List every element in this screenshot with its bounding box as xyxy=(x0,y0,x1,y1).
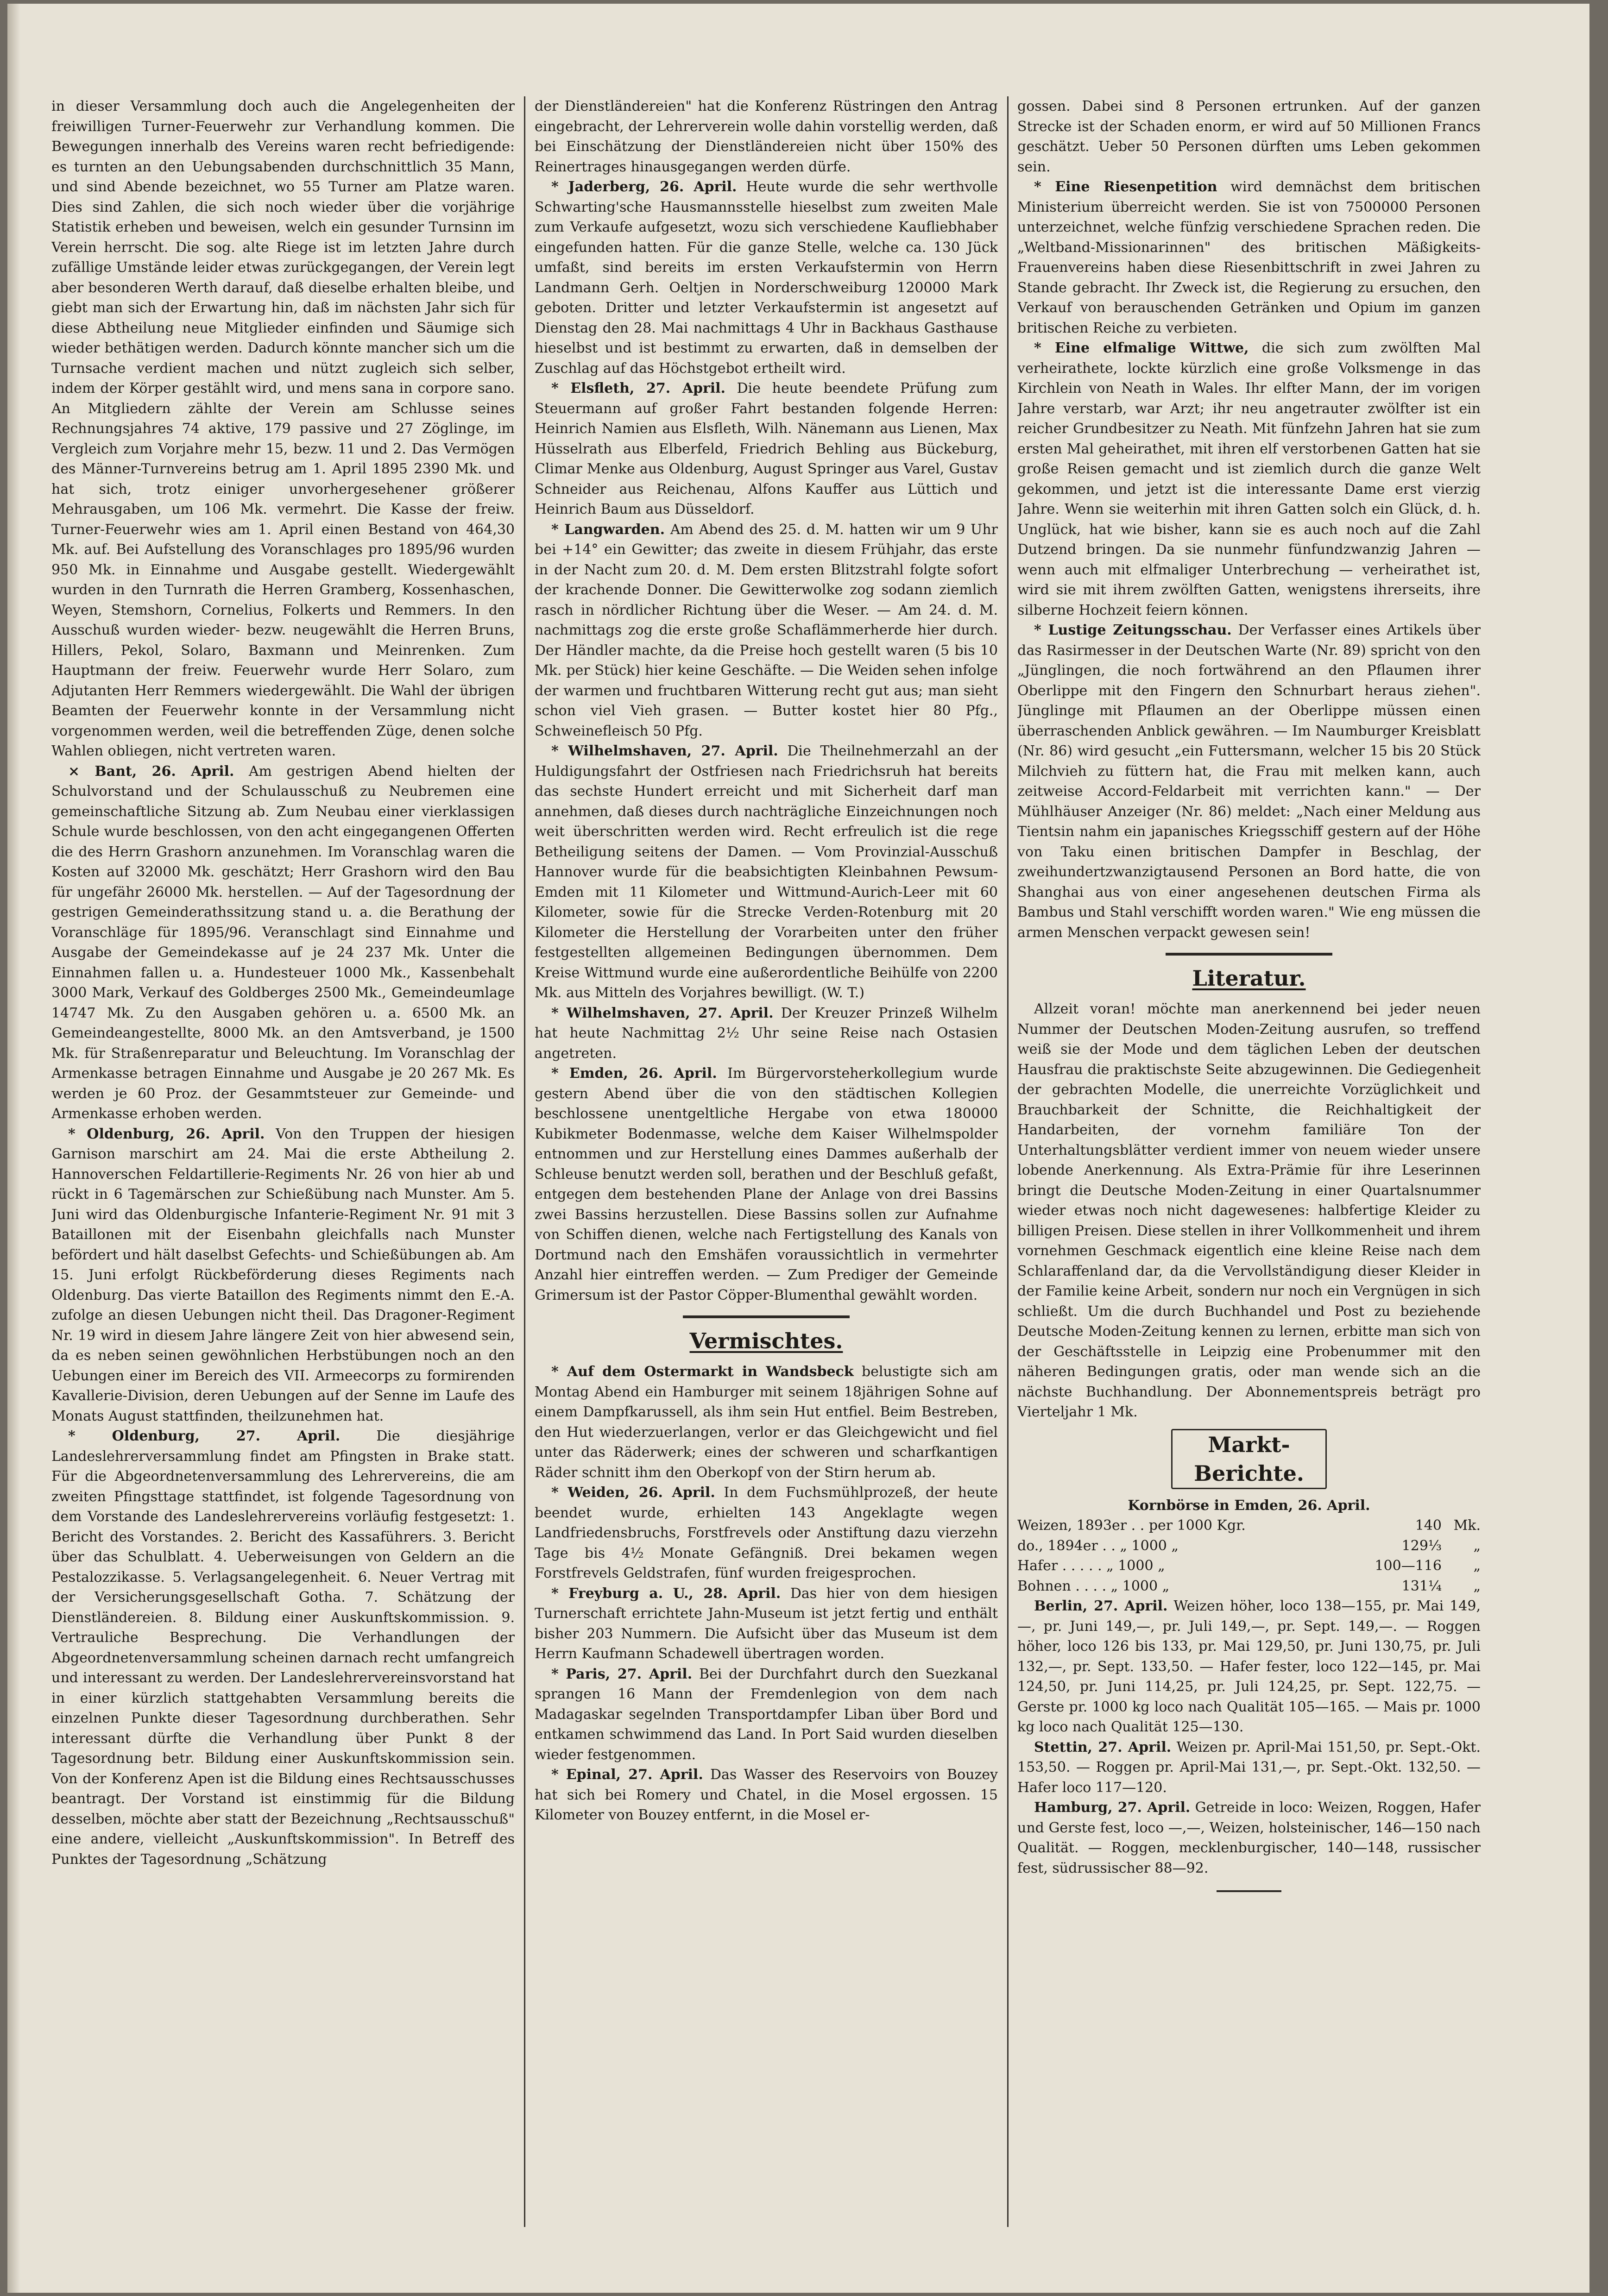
article-dateline: * Wilhelmshaven, 27. April. xyxy=(551,743,778,759)
article-text: der Dienstländereien" hat die Konferenz Rüstringen den Antrag eingebracht, der Lehrerverein wolle dahin vorstellig werden, daß bei Einschätzung der Dienstländereien nicht über 150% des Reinertrages hinausgegangen werden dürfe. xyxy=(535,98,998,175)
article-paragraph xyxy=(1017,338,1481,620)
article-dateline: Stettin, 27. April. xyxy=(1034,1739,1172,1755)
article-paragraph xyxy=(1017,96,1481,177)
newspaper-page xyxy=(7,4,1589,2293)
article-dateline: * Oldenburg, 27. April. xyxy=(68,1428,341,1444)
article-paragraph xyxy=(1017,1737,1481,1798)
article-dateline: * Paris, 27. April. xyxy=(551,1666,693,1682)
article-text: in dieser Versammlung doch auch die Angelegenheiten der freiwilligen Turner-Feuerwehr zur Verhandlung kommen. Die Bewegungen innerhalb des Vereins waren recht befriedigende: es turnten an den Uebungsabenden durchschnittlich 35 Mann, und sind Abende bezeichnet, wo 55 Turner am Platze waren. Dies sind Zahlen, die sich noch wieder über die vorjährige Statistik erheben und beweisen, welch ein gesunder Turnsinn im Verein herrscht. Die sog. alte Riege ist im letzten Jahre durch zufällige Umstände leider etwas zurückgegangen, der Verein legt aber besonderen Werth darauf, daß dieselbe erhalten bleibe, und giebt man sich der Erwartung hin, daß im nächsten Jahr sich für diese Abtheilung neue Mitglieder einfinden und Säumige sich wieder bethätigen werden. Dadurch könnte mancher sich um die Turnsache verdient machen und nützt zugleich sich selber, indem der Körper gestählt wird, und mens sana in corpore sano. An Mitgliedern zählte der Verein am Schlusse seines Rechnungsjahres 74 aktive, 179 passive und 27 Zöglinge, im Vergleich zum Vorjahre mehr 15, bezw. 11 und 2. Das Vermögen des Männer-Turnvereins betrug am 1. April 1895 2390 Mk. und hat sich, trotz einiger unvorhergesehener größerer Mehrausgaben, um 106 Mk. vermehrt. Die Kasse der freiw. Turner-Feuerwehr wies am 1. April einen Bestand von 464,30 Mk. auf. Bei Aufstellung des Voranschlages pro 1895/96 wurden 950 Mk. in Einnahme und Ausgabe gestellt. Wiedergewählt wurden in den Turnrath die Herren Gramberg, Kossenhaschen, Weyen, Stemshorn, Cornelius, Folkerts und Remmers. In den Ausschuß wurden wieder- bezw. neugewählt die Herren Bruns, Hillers, Pekol, Solaro, Baxmann und Meinrenken. Zum Hauptmann der freiw. Feuerwehr wurde Herr Solaro, zum Adjutanten Herr Remmers wiedergewählt. Die Wahl der übrigen Beamten der Feuerwehr konnte in der Versammlung nicht vorgenommen werden, weil die betreffenden Züge, denen solche Wahlen obliegen, nicht vertreten waren. xyxy=(51,98,515,759)
article-text: Am gestrigen Abend hielten der Schulvorstand und der Schulausschuß zu Neubremen eine gemeinschaftliche Sitzung ab. Zum Neubau einer vierklassigen Schule wurde beschlossen, von den acht eingegangenen Offerten die des Herrn Grashorn anzunehmen. Im Voranschlag waren die Kosten auf 32000 Mk. geschätzt; Herr Grashorn wird den Bau für ungefähr 26000 Mk. herstellen. — Auf der Tagesordnung der gestrigen Gemeinderathssitzung stand u. a. die Berathung der Voranschläge für 1895/96. Veranschlagt sind Einnahme und Ausgabe der Gemeindekasse auf je 24 237 Mk. Unter die Einnahmen fallen u. a. Hundesteuer 1000 Mk., Kassenbehalt 3000 Mark, Verkauf des Goldberges 2500 Mk., Gemeindeumlage 14747 Mk. Zu den Ausgaben gehören u. a. 6500 Mk. an Gemeindeangestellte, 8000 Mk. an den Amtsverband, je 1500 Mk. für Straßenreparatur und Beleuchtung. Im Voranschlag der Armenkasse betragen Einnahme und Ausgabe je 20 267 Mk. Es werden je 60 Proz. der Gesammtsteuer zur Gemeinde- und Armenkasse erhoben werden. xyxy=(51,763,515,1122)
article-paragraph xyxy=(1017,620,1481,943)
end-rule xyxy=(1217,1890,1281,1892)
article-text: Weizen pr. April-Mai 151,50, pr. Sept.-Okt. 153,50. — Roggen pr. April-Mai 131,—, pr. Sept.-Okt. 132,50. — Hafer loco 117—120. xyxy=(1017,1739,1481,1796)
article-paragraph xyxy=(535,1765,998,1825)
article-text: In dem Fuchsmühlprozeß, der heute beendet wurde, erhielten 143 Angeklagte wegen Landfriedensbruchs, Forstfrevels oder Anstiftung dazu vierzehn Tage bis 4½ Monate Gefängniß. Drei bekamen wegen Forstfrevels Geldstrafen, fünf wurden freigesprochen. xyxy=(535,1485,998,1581)
article-paragraph xyxy=(51,1124,515,1427)
article-dateline: × Bant, 26. April. xyxy=(68,763,234,780)
price-cell: „ xyxy=(1473,1537,1481,1554)
price-cell: 100—116 xyxy=(1375,1558,1442,1574)
article-paragraph xyxy=(1017,177,1481,338)
article-paragraph xyxy=(535,1362,998,1483)
article-dateline: * Eine elfmalige Wittwe, xyxy=(1034,340,1249,356)
article-paragraph xyxy=(535,378,998,520)
article-text: Allzeit voran! möchte man anerkennend bei jeder neuen Nummer der Deutschen Moden-Zeitung ausrufen, so treffend weiß sie der Mode und dem täglichen Leben der deutschen Hausfrau die praktischste Seite abzugewinnen. Die Gediegenheit der gebrachten Modelle, die unerreichte Vorzüglichkeit und Brauchbarkeit der Schnitte, die Reichhaltigkeit der Handarbeiten, der vornehm familiäre Ton der Unterhaltungsblätter verdient immer von neuem wieder unsere lobende Anerkennung. Als Extra-Prämie für ihre Leserinnen bringt die Deutsche Moden-Zeitung in einer Quartalsnummer wieder etwas noch nicht dagewesenes: halbfertige Kleider zu billigen Preisen. Diese stellen in ihrer Vollkommenheit und ihrem vornehmen Geschmack eigentlich eine kleine Reise nach dem Schlaraffenland dar, da die Vervollständigung dieser Kleider in der Familie keine Arbeit, sondern nur noch ein Vergnügen in sich schließt. Um die durch Buchhandel und Post zu beziehende Deutsche Moden-Zeitung kennen zu lernen, erbitte man sich von der Geschäftsstelle in Leipzig eine Probenummer mit den näheren Bedingungen gratis, oder man wende sich an die nächste Buchhandlung. Der Abonnementspreis beträgt pro Vierteljahr 1 Mk. xyxy=(1017,1001,1481,1420)
article-paragraph xyxy=(1017,1596,1481,1737)
article-paragraph xyxy=(535,96,998,177)
price-row xyxy=(1017,1576,1481,1597)
section-heading: Literatur. xyxy=(1192,966,1306,991)
article-text: wird demnächst dem britischen Ministerium überreicht werden. Sie ist von 7500000 Personen unterzeichnet, welche fünfzig verschiedene Sprachen reden. Die „Weltband-Missionarinnen" des britischen Mäßigkeits-Frauenvereins haben diese Riesenbittschrift in zwei Jahren zu Stande gebracht. Ihr Zweck ist, die Regierung zu ersuchen, den Verkauf von berauschenden Getränken und Opium im ganzen britischen Reiche zu verbieten. xyxy=(1017,179,1481,336)
column-rule xyxy=(524,96,525,2227)
article-dateline: * Langwarden. xyxy=(551,521,665,538)
article-paragraph xyxy=(1017,999,1481,1422)
article-paragraph xyxy=(535,1664,998,1765)
article-text: Die diesjährige Landeslehrerversammlung findet am Pfingsten in Brake statt. Für die Abgeordnetenversammlung des Lehrervereins, die am zweiten Pfingsttage stattfindet, ist folgende Tagesordnung von dem Vorstande des Landeslehrervereins vorläufig festgesetzt: 1. Bericht des Vorstandes. 2. Bericht des Kassaführers. 3. Bericht über das Schulblatt. 4. Ueberweisungen von Geldern an die Pestalozzikasse. 5. Verlagsangelegenheit. 6. Neuer Vertrag mit der Versicherungsgesellschaft Gotha. 7. Schätzung der Dienstländereien. 8. Bildung einer Auskunftskommission. 9. Vertrauliche Besprechung. Die Verhandlungen der Abgeordnetenversammlung scheinen darnach recht umfangreich und interessant zu werden. Der Landeslehrervereinsvorstand hat in einer kürzlich stattgehabten Versammlung bereits die einzelnen Punkte dieser Tagesordnung durchberathen. Sehr interessant dürfte die Verhandlung über Punkt 8 der Tagesordnung betr. Bildung einer Auskunftskommission sein. Von der Konferenz Apen ist die Bildung eines Rechtsausschusses beantragt. Der Vorstand ist einstimmig für die Bildung desselben, möchte aber statt der Bezeichnung „Rechtsausschuß" eine andere, vielleicht „Auskunftskommission". In Betreff des Punktes der Tagesordnung „Schätzung xyxy=(51,1428,515,1868)
article-text: Von den Truppen der hiesigen Garnison marschirt am 24. Mai die erste Abtheilung 2. Hannoverschen Feldartillerie-Regiments Nr. 26 von hier ab und rückt in 6 Tagemärschen zur Schießübung nach Munster. Am 5. Juni wird das Oldenburgische Infanterie-Regiment Nr. 91 mit 3 Bataillonen mit der Eisenbahn gleichfalls nach Munster befördert und hält daselbst Gefechts- und Schießübungen ab. Am 15. Juni erfolgt Rückbeförderung dieses Regiments nach Oldenburg. Das vierte Bataillon des Regiments nimmt den E.-A. zufolge an diesen Uebungen nicht theil. Das Dragoner-Regiment Nr. 19 wird in diesem Jahre längere Zeit von hier abwesend sein, da es neben seinen gewöhnlichen Herbstübungen noch an den Uebungen einer im Bereich des VII. Armeecorps zu formirenden Kavallerie-Division, deren Uebungen auf der Senne im Laufe des Monats August stattfinden, theilzunehmen hat. xyxy=(51,1126,515,1424)
article-text: Die heute beendete Prüfung zum Steuermann auf großer Fahrt bestanden folgende Herren: Heinrich Namien aus Elsfleth, Wilh. Nänemann aus Lienen, Max Hüsselrath aus Elberfeld, Friedrich Behling aus Bückeburg, Climar Menke aus Oldenburg, August Springer aus Varel, Gustav Schneider aus Reichenau, Alfons Kauffer aus Lüttich und Heinrich Baum aus Düsseldorf. xyxy=(535,380,998,517)
price-cell: Weizen, 1893er . . per 1000 Kgr. xyxy=(1017,1517,1246,1534)
article-paragraph xyxy=(51,96,515,761)
column-middle xyxy=(535,96,998,2255)
article-paragraph xyxy=(535,741,998,1003)
article-text: Im Bürgervorsteherkollegium wurde gestern Abend über die von den städtischen Kollegien beschlossene unentgeltliche Hergabe von etwa 180000 Kubikmeter Bodenmasse, welche dem Kaiser Wilhelmspolder entnommen und zur Herstellung eines Dammes außerhalb der Schleuse benutzt werden soll, berathen und der Beschluß gefaßt, entgegen dem bestehenden Plane der Anlage von drei Bassins zwei Bassins herzustellen. Diese Bassins sollen zur Aufnahme von Schiffen dienen, welche nach Fertigstellung des Kanals von Dortmund nach den Emshäfen voraussichtlich in vermehrter Anzahl hier eintreffen werden. — Zum Prediger der Gemeinde Grimersum ist der Pastor Cöpper-Blumenthal gewählt worden. xyxy=(535,1065,998,1303)
article-paragraph xyxy=(535,1483,998,1584)
article-dateline: * Weiden, 26. April. xyxy=(551,1485,715,1501)
article-paragraph xyxy=(51,761,515,1124)
article-dateline: * Emden, 26. April. xyxy=(551,1065,717,1082)
column-right xyxy=(1017,96,1481,2255)
article-text: Die Theilnehmerzahl an der Huldigungsfahrt der Ostfriesen nach Friedrichsruh hat bereits das sechste Hundert erreicht und mit Sicherheit darf man annehmen, daß dieses durch nachträgliche Einzeichnungen noch weit überschritten werden wird. Recht erfreulich ist die rege Betheiligung seitens der Damen. — Vom Provinzial-Ausschuß Hannover wurde für die beabsichtigten Kleinbahnen Pewsum-Emden mit 11 Kilometer und Wittmund-Aurich-Leer mit 60 Kilometer, sowie für die Strecke Verden-Rotenburg mit 20 Kilometer die Herstellung der Vorarbeiten unter den früher festgestellten allgemeinen Bedingungen übernommen. Dem Kreise Wittmund wurde eine außerordentliche Beihülfe von 2200 Mk. aus Mitteln des Vorjahres bewilligt. (W. T.) xyxy=(535,743,998,1001)
article-text: Der Verfasser eines Artikels über das Rasirmesser in der Deutschen Warte (Nr. 89) spricht von den „Jünglingen, die noch fortwährend an den Pflaumen ihrer Oberlippe mit den Fingern den Schnurbart heraus ziehen". Jünglinge mit Pflaumen an der Oberlippe müssen einen überraschenden Anblick gewähren. — Im Naumburger Kreisblatt (Nr. 86) wird gesucht „ein Futtersmann, welcher 15 bis 20 Stück Milchvieh zu füttern hat, die Frau mit melken kann, auch zeitweise Accord-Feldarbeit mit verrichten kann." — Der Mühlhäuser Anzeiger (Nr. 86) meldet: „Nach einer Meldung aus Tientsin nahm ein japanisches Kriegsschiff gestern auf der Höhe von Taku einen britischen Dampfer in Beschlag, der zweihundertzwanzigtausend Personen an Bord hatte, die von Shanghai aus von einer angesehenen deutschen Firma als Bambus und Stahl verschifft worden waren." Wie eng müssen die armen Menschen verpackt gewesen sein! xyxy=(1017,622,1481,941)
article-dateline: * Oldenburg, 26. April. xyxy=(68,1126,265,1142)
section-rule xyxy=(1166,953,1332,956)
article-dateline: * Elsfleth, 27. April. xyxy=(551,380,725,396)
price-cell: do., 1894er . . „ 1000 „ xyxy=(1017,1537,1179,1554)
article-text: Das hier von dem hiesigen Turnerschaft errichtete Jahn-Museum ist jetzt fertig und enthält bisher 203 Nummern. Die Aufsicht über das Museum ist dem Herrn Kaufmann Schadewell übertragen worden. xyxy=(535,1585,998,1662)
price-row xyxy=(1017,1556,1481,1576)
price-cell: „ xyxy=(1473,1578,1481,1594)
article-dateline: * Wilhelmshaven, 27. April. xyxy=(551,1005,774,1021)
price-cell: 140 xyxy=(1415,1517,1442,1534)
article-text: Getreide in loco: Weizen, Roggen, Hafer und Gerste fest, loco —,—, Weizen, holsteinischer, 146—150 nach Qualität. — Roggen, mecklenburgischer, 140—148, russischer fest, südrussischer 88—92. xyxy=(1017,1799,1481,1876)
article-dateline: * Auf dem Ostermarkt in Wandsbeck xyxy=(551,1364,854,1380)
price-cell: „ xyxy=(1473,1558,1481,1574)
price-cell: Mk. xyxy=(1453,1517,1481,1534)
article-paragraph xyxy=(535,1584,998,1664)
article-text: Der Kreuzer Prinzeß Wilhelm hat heute Nachmittag 2½ Uhr seine Reise nach Ostasien angetreten. xyxy=(535,1005,998,1062)
article-text: Heute wurde die sehr werthvolle Schwarting'sche Hausmannsstelle hieselbst zum zweiten Male zum Verkaufe aufgesetzt, wozu sich verschiedene Kaufliebhaber eingefunden hatten. Für die ganze Stelle, welche ca. 130 Jück umfaßt, sind bereits im ersten Verkaufstermin von Herrn Landmann Gerh. Oeltjen in Norderschweiburg 120000 Mark geboten. Dritter und letzter Verkaufstermin ist angesetzt auf Dienstag den 28. Mai nachmittags 4 Uhr in Backhaus Gasthause hieselbst und ist bestimmt zu erwarten, daß in demselben der Zuschlag auf das Höchstgebot ertheilt wird. xyxy=(535,179,998,377)
section-heading: Vermischtes. xyxy=(689,1328,843,1353)
article-text: Weizen höher, loco 138—155, pr. Mai 149,—, pr. Juni 149,—, pr. Juli 149,—, pr. Sept. 149,—. — Roggen höher, loco 126 bis 133, pr. Mai 129,50, pr. Juni 130,75, pr. Juli 132,—, pr. Sept. 133,50. — Hafer fester, loco 122—145, pr. Mai 124,50, pr. Juni 114,25, pr. Juli 124,25, pr. Sept. 122,75. — Gerste pr. 1000 kg loco nach Qualität 105—165. — Mais pr. 1000 kg loco nach Qualität 125—130. xyxy=(1017,1598,1481,1735)
article-text: Bei der Durchfahrt durch den Suezkanal sprangen 16 Mann der Fremdenlegion von dem nach Madagaskar segelnden Transportdampfer Liban über Bord und entkamen schwimmend das Land. In Port Said wurden dieselben wieder festgenommen. xyxy=(535,1666,998,1763)
article-text: gossen. Dabei sind 8 Personen ertrunken. Auf der ganzen Strecke ist der Schaden enorm, er wird auf 50 Millionen Francs geschätzt. Ueber 50 Personen dürften ums Leben gekommen sein. xyxy=(1017,98,1481,175)
article-dateline: Berlin, 27. April. xyxy=(1034,1598,1168,1614)
article-text: Am Abend des 25. d. M. hatten wir um 9 Uhr bei +14° ein Gewitter; das zweite in diesem Frühjahr, das erste in der Nacht zum 20. d. M. Dem ersten Blitzstrahl folgte sofort der krachende Donner. Die Gewitterwolke zog sodann ziemlich rasch in nördlicher Richtung über die Weser. — Am 24. d. M. nachmittags zog die erste große Schaflämmerherde hier durch. Der Händler machte, da die Preise hoch gestellt waren (5 bis 10 Mk. per Stück) hier keine Geschäfte. — Die Weiden sehen infolge der warmen und fruchtbaren Witterung recht gut aus; man sieht schon viel Vieh grasen. — Butter kostet hier 80 Pfg., Schweinefleisch 50 Pfg. xyxy=(535,521,998,739)
article-dateline: Hamburg, 27. April. xyxy=(1034,1799,1191,1816)
article-paragraph xyxy=(535,1003,998,1064)
article-paragraph xyxy=(535,520,998,742)
article-dateline: * Jaderberg, 26. April. xyxy=(551,179,737,195)
section-rule xyxy=(683,1315,850,1318)
binding-shadow xyxy=(7,4,20,2293)
column-left xyxy=(51,96,515,2255)
article-text: Das Wasser des Reservoirs von Bouzey hat sich bei Romery und Chatel, in die Mosel ergossen. 15 Kilometer von Bouzey entfernt, in die Mosel er- xyxy=(535,1767,998,1823)
article-paragraph xyxy=(51,1426,515,1869)
price-table xyxy=(1017,1516,1481,1596)
article-dateline: * Epinal, 27. April. xyxy=(551,1767,703,1783)
article-dateline: * Lustige Zeitungsschau. xyxy=(1034,622,1232,638)
column-rule xyxy=(1007,96,1009,2227)
article-paragraph xyxy=(535,1063,998,1305)
article-dateline: * Freyburg a. U., 28. April. xyxy=(551,1585,781,1602)
article-dateline: * Eine Riesenpetition xyxy=(1034,179,1217,195)
article-text: belustigte sich am Montag Abend ein Hamburger mit seinem 18jährigen Sohne auf einem Dampfkarussell, als ihm sein Hut entfiel. Beim Bestreben, den Hut wiederzuerlangen, verlor er das Gleichgewicht und fiel unter das Räderwerk; eines der schweren und scharfkantigen Räder schnitt ihm den Oberkopf von der Stirn herum ab. xyxy=(535,1364,998,1481)
price-cell: 129⅓ xyxy=(1401,1537,1442,1554)
price-cell: Bohnen . . . . „ 1000 „ xyxy=(1017,1578,1170,1594)
article-paragraph xyxy=(535,177,998,378)
price-row xyxy=(1017,1516,1481,1536)
article-paragraph xyxy=(1017,1798,1481,1878)
article-text: die sich zum zwölften Mal verheirathete, lockte kürzlich eine große Volksmenge in das Kirchlein von Neath in Wales. Ihr elfter Mann, der im vorigen Jahre verstarb, war Arzt; ihr neu angetrauter zwölfter ist ein reicher Grundbesitzer zu Neath. Mit fünfzehn Jahren hat sie zum ersten Mal geheirathet, mit ihren elf verstorbenen Gatten hat sie große Reisen gemacht und ist ziemlich durch die ganze Welt gekommen, und jetzt ist die interessante Dame erst vierzig Jahre. Wenn sie weiterhin mit ihren Gatten solch ein Glück, d. h. Unglück, hat wie bisher, kann sie es auch noch auf die Zahl Dutzend bringen. Da sie nunmehr fünfundzwanzig Jahren — wenn auch mit elfmaliger Unterbrechung — verheirathet ist, wird sie mit ihrem zwölften Gatten, wenigstens ihrerseits, ihre silberne Hochzeit feiern können. xyxy=(1017,340,1481,618)
price-cell: Hafer . . . . . „ 1000 „ xyxy=(1017,1558,1165,1574)
section-heading: Markt-Berichte. xyxy=(1171,1429,1327,1489)
price-cell: 131¼ xyxy=(1401,1578,1442,1594)
market-subheading: Kornbörse in Emden, 26. April. xyxy=(1128,1497,1370,1514)
price-row xyxy=(1017,1536,1481,1556)
